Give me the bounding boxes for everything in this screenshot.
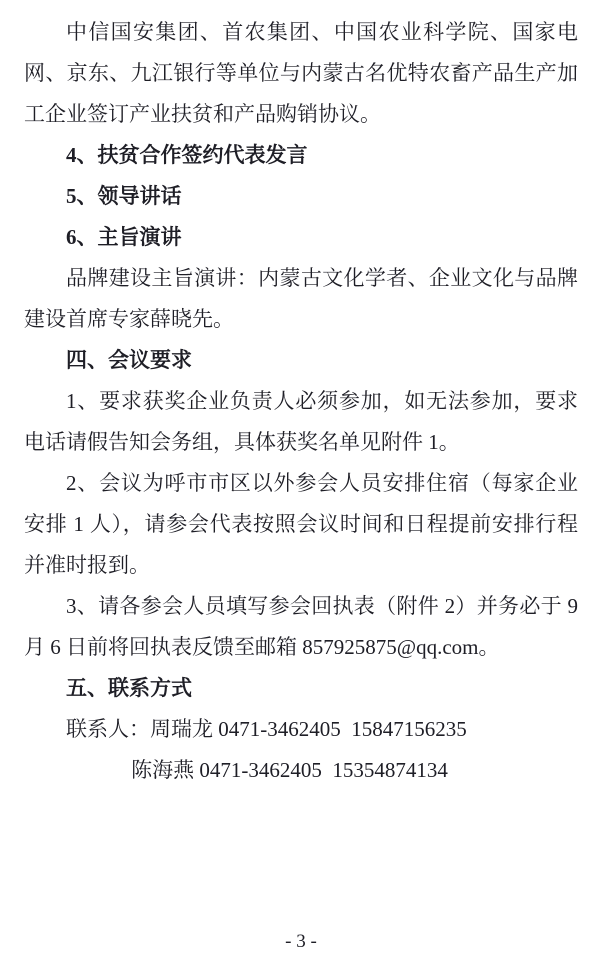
contact-person-1: 联系人：周瑞龙 0471-3462405 15847156235 xyxy=(66,717,467,741)
heading-contact-info: 五、联系方式 xyxy=(66,677,192,700)
paragraph-keynote-speech: 品牌建设主旨演讲：内蒙古文化学者、企业文化与品牌建设首席专家薛晓先。 xyxy=(24,266,578,331)
paragraph-signing-agreement: 中信国安集团、首农集团、中国农业科学院、国家电网、京东、九江银行等单位与内蒙古名优特农畜产品生产加工企业签订产业扶贫和产品购销协议。 xyxy=(24,20,578,126)
heading-meeting-requirements: 四、会议要求 xyxy=(66,349,192,372)
page-number: - 3 - xyxy=(285,931,317,952)
heading-agenda-item-5: 5、领导讲话 xyxy=(66,184,182,208)
paragraph-requirement-2: 2、会议为呼市市区以外参会人员安排住宿（每家企业安排 1 人），请参会代表按照会议时间和日程提前安排行程并准时报到。 xyxy=(24,471,578,577)
heading-agenda-item-4: 4、扶贫合作签约代表发言 xyxy=(66,143,308,167)
document-body xyxy=(24,12,578,791)
paragraph-requirement-1: 1、要求获奖企业负责人必须参加，如无法参加，要求电话请假告知会务组，具体获奖名单见附件 1。 xyxy=(24,389,578,454)
heading-agenda-item-6: 6、主旨演讲 xyxy=(66,225,182,249)
paragraph-requirement-3: 3、请各参会人员填写参会回执表（附件 2）并务必于 9 月 6 日前将回执表反馈至邮箱 857925875@qq.com。 xyxy=(24,594,578,659)
contact-person-2: 陈海燕 0471-3462405 15354874134 xyxy=(131,758,448,782)
